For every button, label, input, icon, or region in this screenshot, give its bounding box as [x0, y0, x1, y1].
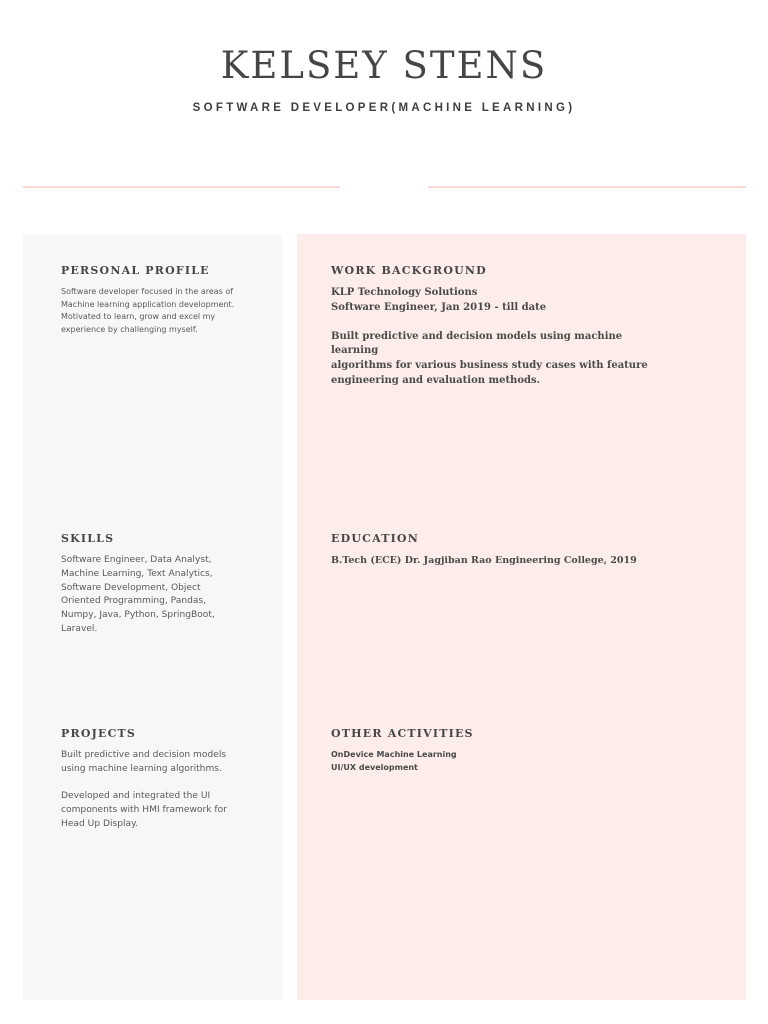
projects-text [61, 749, 251, 832]
project-item [61, 790, 251, 831]
work-description-line: engineering and evaluation methods. [331, 374, 541, 386]
profile-line: Motivated to learn, grow and excel my [61, 312, 216, 322]
work-description-line: Built predictive and decision models using machine learning [331, 330, 623, 357]
skills-heading: SKILLS [61, 532, 115, 545]
education-entry: B.Tech (ECE) Dr. Jagjiban Rao Engineering College, 2019 [331, 555, 637, 566]
project-line: Developed and integrated the UI [61, 791, 211, 802]
work-background-heading: WORK BACKGROUND [331, 264, 487, 277]
divider-left [23, 186, 340, 188]
work-position [331, 286, 671, 315]
education-heading: EDUCATION [331, 532, 419, 545]
work-background-section [331, 264, 671, 403]
skills-line: Numpy, Java, Python, SpringBoot, [61, 610, 215, 621]
resume-name: KELSEY STENS [220, 44, 548, 87]
work-background-text [331, 286, 671, 388]
project-line: components with HMI framework for [61, 805, 227, 816]
education-section [331, 532, 637, 569]
other-activities-list [331, 749, 474, 774]
skills-line: Software Development, Object [61, 582, 201, 593]
project-item [61, 749, 251, 777]
skills-line: Machine Learning, Text Analytics, [61, 568, 213, 579]
skills-section [61, 532, 251, 637]
activity-item: OnDevice Machine Learning [331, 750, 457, 759]
work-description [331, 330, 671, 388]
skills-line: Software Engineer, Data Analyst, [61, 555, 212, 565]
profile-line: Machine learning application development. [61, 299, 235, 309]
other-activities-heading: OTHER ACTIVITIES [331, 727, 474, 740]
skills-line: Oriented Programming, Pandas, [61, 596, 207, 607]
skills-text [61, 554, 251, 637]
divider-right [428, 186, 746, 188]
profile-line: Software developer focused in the areas of [61, 287, 234, 296]
skills-line: Laravel. [61, 623, 98, 634]
other-activities-section [331, 727, 474, 774]
personal-profile-heading: PERSONAL PROFILE [61, 264, 210, 277]
activity-item: UI/UX development [331, 762, 418, 772]
work-company: KLP Technology Solutions [331, 287, 478, 298]
work-role: Software Engineer, Jan 2019 - till date [331, 301, 547, 313]
personal-profile-section [61, 264, 266, 336]
projects-section [61, 727, 251, 846]
project-line: using machine learning algorithms. [61, 763, 222, 774]
projects-heading: PROJECTS [61, 727, 137, 740]
resume-job-title: SOFTWARE DEVELOPER(MACHINE LEARNING) [192, 102, 576, 114]
personal-profile-text [61, 286, 266, 336]
project-line: Built predictive and decision models [61, 750, 227, 760]
project-line: Head Up Display. [61, 818, 139, 829]
profile-line: experience by challenging myself. [61, 324, 198, 334]
work-description-line: algorithms for various business study cases with feature [331, 359, 648, 371]
